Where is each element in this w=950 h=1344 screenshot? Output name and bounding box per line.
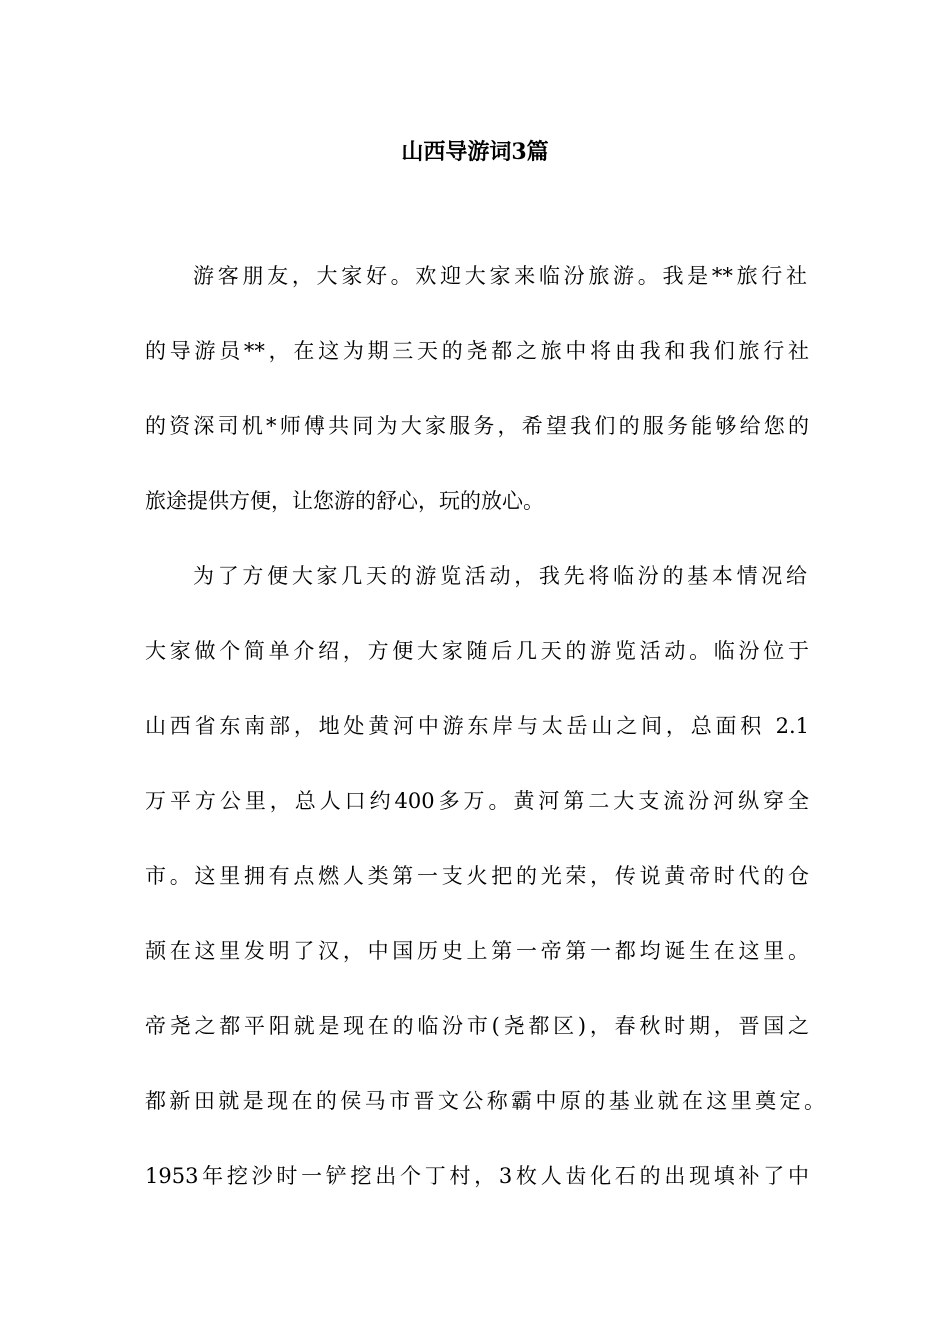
paragraph-line: 的资深司机*师傅共同为大家服务，希望我们的服务能够给您的	[145, 414, 809, 438]
paragraph-line: 山西省东南部，地处黄河中游东岸与太岳山之间，总面积 2.1	[145, 714, 809, 738]
paragraph-line: 颉在这里发明了汉，中国历史上第一帝第一都均诞生在这里。	[145, 939, 809, 963]
document-title: 山西导游词3篇	[401, 139, 549, 165]
paragraph-line: 大家做个简单介绍，方便大家随后几天的游览活动。临汾位于	[145, 639, 809, 663]
paragraph-line: 的导游员**，在这为期三天的尧都之旅中将由我和我们旅行社	[145, 339, 809, 363]
paragraph-line: 1953年挖沙时一铲挖出个丁村，3枚人齿化石的出现填补了中	[145, 1164, 809, 1188]
paragraph-line: 为了方便大家几天的游览活动，我先将临汾的基本情况给	[193, 564, 807, 588]
paragraph-line: 帝尧之都平阳就是现在的临汾市(尧都区)，春秋时期，晋国之	[145, 1014, 809, 1038]
paragraph-line: 市。这里拥有点燃人类第一支火把的光荣，传说黄帝时代的仓	[145, 864, 809, 888]
paragraph-line: 游客朋友，大家好。欢迎大家来临汾旅游。我是**旅行社	[193, 264, 807, 288]
paragraph-line: 都新田就是现在的侯马市晋文公称霸中原的基业就在这里奠定。	[145, 1089, 825, 1113]
paragraph-line: 万平方公里，总人口约400多万。黄河第二大支流汾河纵穿全	[145, 789, 809, 813]
paragraph-line: 旅途提供方便，让您游的舒心，玩的放心。	[145, 489, 544, 513]
